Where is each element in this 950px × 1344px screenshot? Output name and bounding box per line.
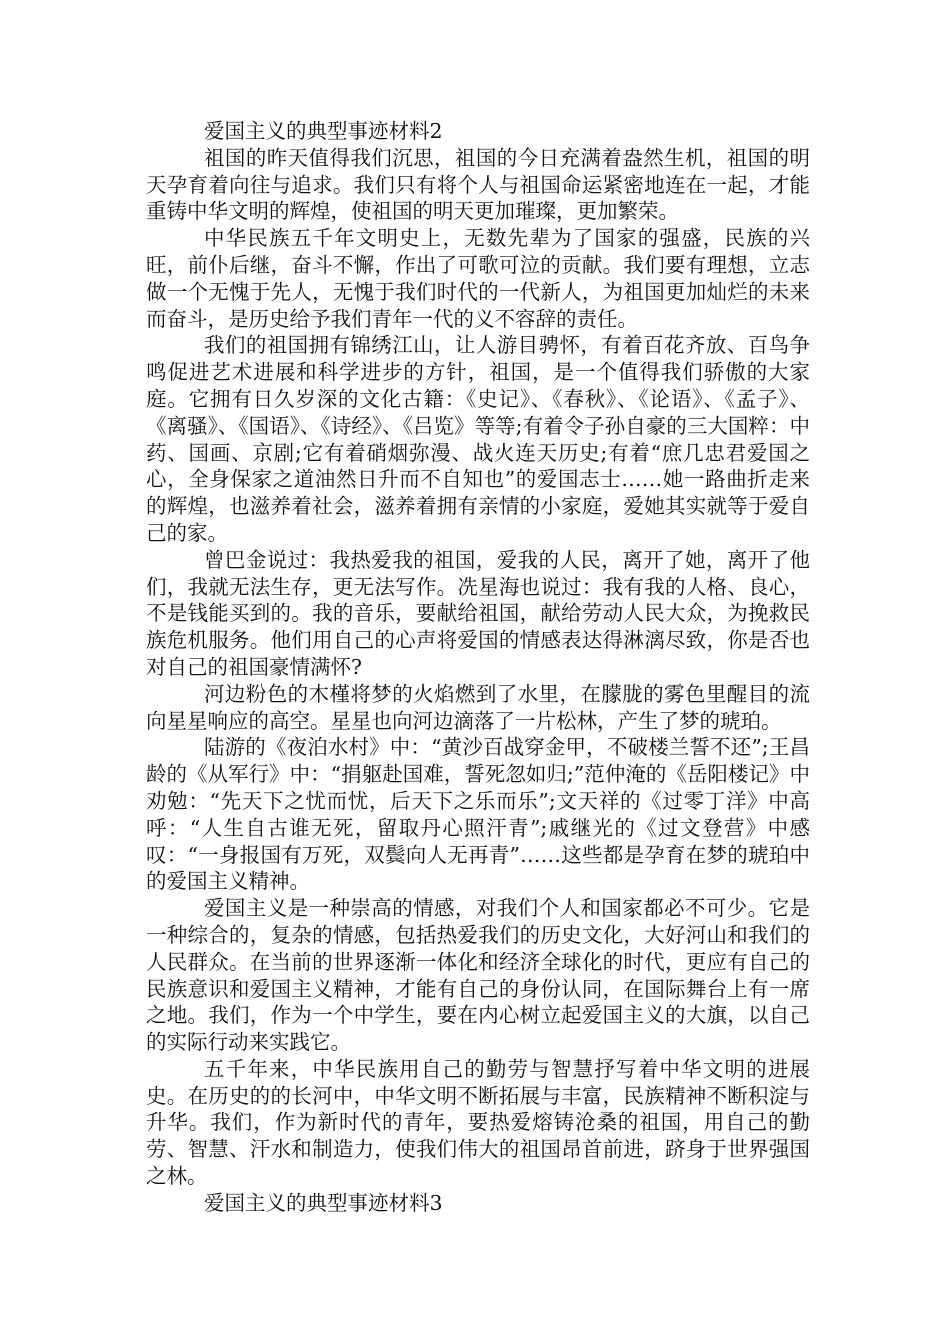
section-heading-2: 爱国主义的典型事迹材料2	[204, 119, 443, 143]
paragraph-4: 曾巴金说过：我热爱我的祖国，爱我的人民，离开了她，离开了他们，我就无法生存，更无法写作。冼星海也说过：我有我的人格、良心，不是钱能买到的。我的音乐，要献给祖国，献给劳动人民大众，为挽救民族危机服务。他们用自己的心声将爱国的情感表达得淋漓尽致，你是否也对自己的祖国豪情满怀?	[146, 547, 810, 679]
paragraph-3: 我们的祖国拥有锦绣江山，让人游目骋怀，有着百花齐放、百鸟争鸣促进艺术进展和科学进步的方针，祖国，是一个值得我们骄傲的大家庭。它拥有日久岁深的文化古籍：《史记》、《春秋》、《论语》、《孟子》、《离骚》、《国语》、《诗经》、《吕览》等等;有着令子孙自豪的三大国粹：中药、国画、京剧;它有着硝烟弥漫、战火连天历史;有着“庶几忠君爱国之心，全身保家之道油然日升而不自知也”的爱国志士……她一路曲折走来的辉煌，也滋养着社会，滋养着拥有亲情的小家庭，爱她其实就等于爱自己的家。	[146, 333, 810, 545]
document-page	[146, 118, 810, 1217]
section-heading-3: 爱国主义的典型事迹材料3	[204, 1190, 443, 1215]
paragraph-1: 祖国的昨天值得我们沉思，祖国的今日充满着盎然生机，祖国的明天孕育着向往与追求。我们只有将个人与祖国命运紧密地连在一起，才能重铸中华文明的辉煌，使祖国的明天更加璀璨，更加繁荣。	[146, 145, 810, 224]
paragraph-2: 中华民族五千年文明史上，无数先辈为了国家的强盛，民族的兴旺，前仆后继，奋斗不懈，作出了可歌可泣的贡献。我们要有理想，立志做一个无愧于先人，无愧于我们时代的一代新人，为祖国更加灿烂的未来而奋斗，是历史给予我们青年一代的义不容辞的责任。	[146, 226, 810, 331]
paragraph-8: 五千年来，中华民族用自己的勤劳与智慧抒写着中华文明的进展史。在历史的的长河中，中华文明不断拓展与丰富，民族精神不断积淀与升华。我们，作为新时代的青年，要热爱熔铸沧桑的祖国，用自己的勤劳、智慧、汗水和制造力，使我们伟大的祖国昂首前进，跻身于世界强国之林。	[146, 1056, 810, 1189]
paragraph-6: 陆游的《夜泊水村》中：“黄沙百战穿金甲，不破楼兰誓不还”;王昌龄的《从军行》中：“捐躯赴国难，誓死忽如归;”范仲淹的《岳阳楼记》中劝勉：“先天下之忧而忧，后天下之乐而乐”;文天祥的《过零丁洋》中高呼：“人生自古谁无死，留取丹心照汗青”;戚继光的《过文登营》中感叹：“一身报国有万死，双鬓向人无再青”……这些都是孕育在梦的琥珀中的爱国主义精神。	[146, 735, 810, 894]
paragraph-7: 爱国主义是一种崇高的情感，对我们个人和国家都必不可少。它是一种综合的，复杂的情感，包括热爱我们的历史文化，大好河山和我们的人民群众。在当前的世界逐渐一体化和经济全球化的时代，更应有自己的民族意识和爱国主义精神，才能有自己的身份认同，在国际舞台上有一席之地。我们，作为一个中学生，要在内心树立起爱国主义的大旗，以自己的实际行动来实践它。	[146, 896, 810, 1055]
paragraph-5: 河边粉色的木槿将梦的火焰燃到了水里，在朦胧的雾色里醒目的流向星星响应的高空。星星也向河边滴落了一片松林，产生了梦的琥珀。	[146, 681, 810, 733]
